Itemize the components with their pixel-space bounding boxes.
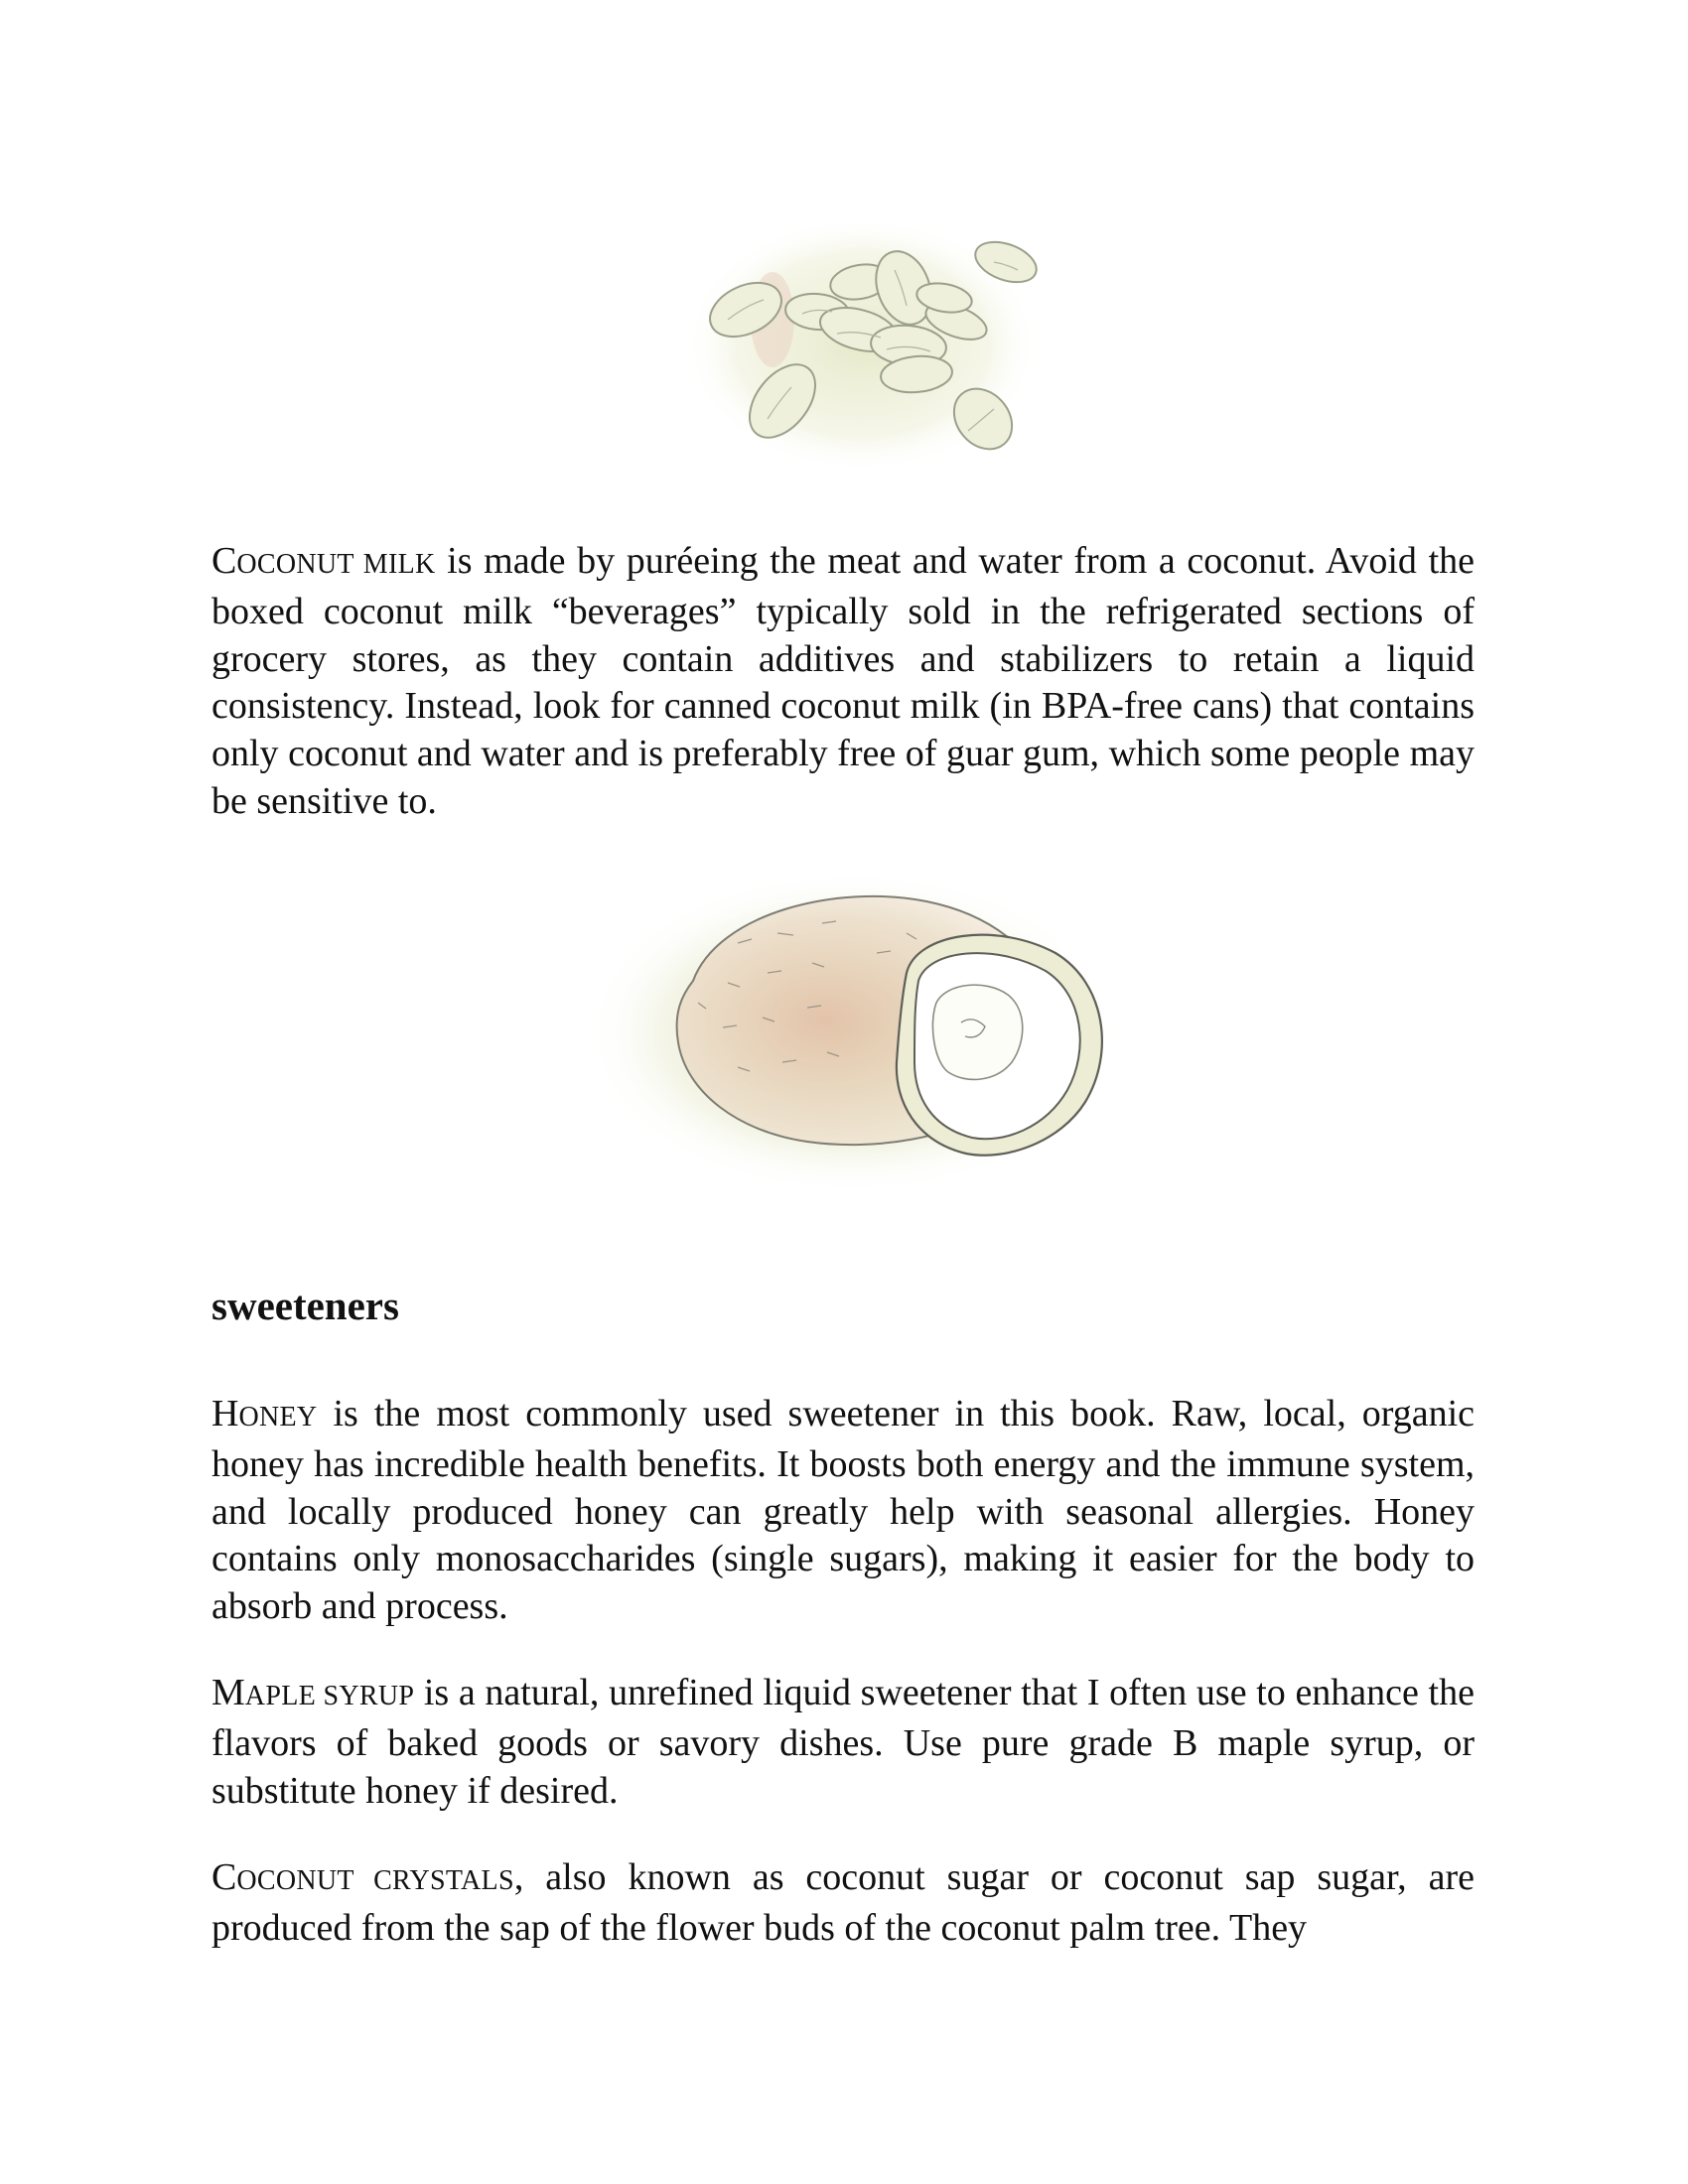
coconut-crystals-term-initial: C: [211, 1856, 237, 1898]
maple-syrup-term-initial: M: [211, 1672, 245, 1713]
coconut-illustration: [579, 864, 1125, 1201]
honey-text: is the most commonly used sweetener in this book. Raw, local, organic honey has incredible health benefits. It boosts both energy and the immune system, and locally produced honey can greatly help with seasonal allergies. Honey contains only monosaccharides (single sugars), making it easier for the body to absorb and process.: [211, 1393, 1475, 1628]
maple-syrup-term: APLE SYRUP: [244, 1681, 415, 1711]
honey-term: ONEY: [238, 1402, 318, 1433]
coconut-crystals-text: , also known as coconut sugar or coconut sap sugar, are produced from the sap of the flower buds of the coconut palm tree. They: [211, 1856, 1475, 1949]
document-page: [211, 0, 1475, 2184]
coconut-milk-term: OCONUT MILK: [236, 549, 436, 580]
almonds-illustration: [678, 210, 1046, 478]
coconut-crystals-paragraph: [211, 1854, 1475, 1953]
honey-term-initial: H: [211, 1393, 239, 1434]
section-heading-sweeteners: sweeteners: [211, 1283, 399, 1328]
maple-syrup-text: is a natural, unrefined liquid sweetener that I often use to enhance the flavors of baked goods or savory dishes. Use pure grade B maple syrup, or substitute honey if desired.: [211, 1672, 1475, 1812]
coconut-milk-term-initial: C: [211, 540, 237, 582]
coconut-crystals-term: OCONUT CRYSTALS: [236, 1865, 514, 1896]
coconut-milk-text: is made by puréeing the meat and water from a coconut. Avoid the boxed coconut milk “beverages” typically sold in the refrigerated sections of grocery stores, as they contain additives and stabilizers to retain a liquid consistency. Instead, look for canned coconut milk (in BPA-free cans) that contains only coconut and water and is preferably free of guar gum, which some people may be sensitive to.: [211, 540, 1475, 822]
honey-paragraph: [211, 1391, 1475, 1631]
coconut-milk-paragraph: [211, 538, 1475, 826]
maple-syrup-paragraph: [211, 1670, 1475, 1815]
